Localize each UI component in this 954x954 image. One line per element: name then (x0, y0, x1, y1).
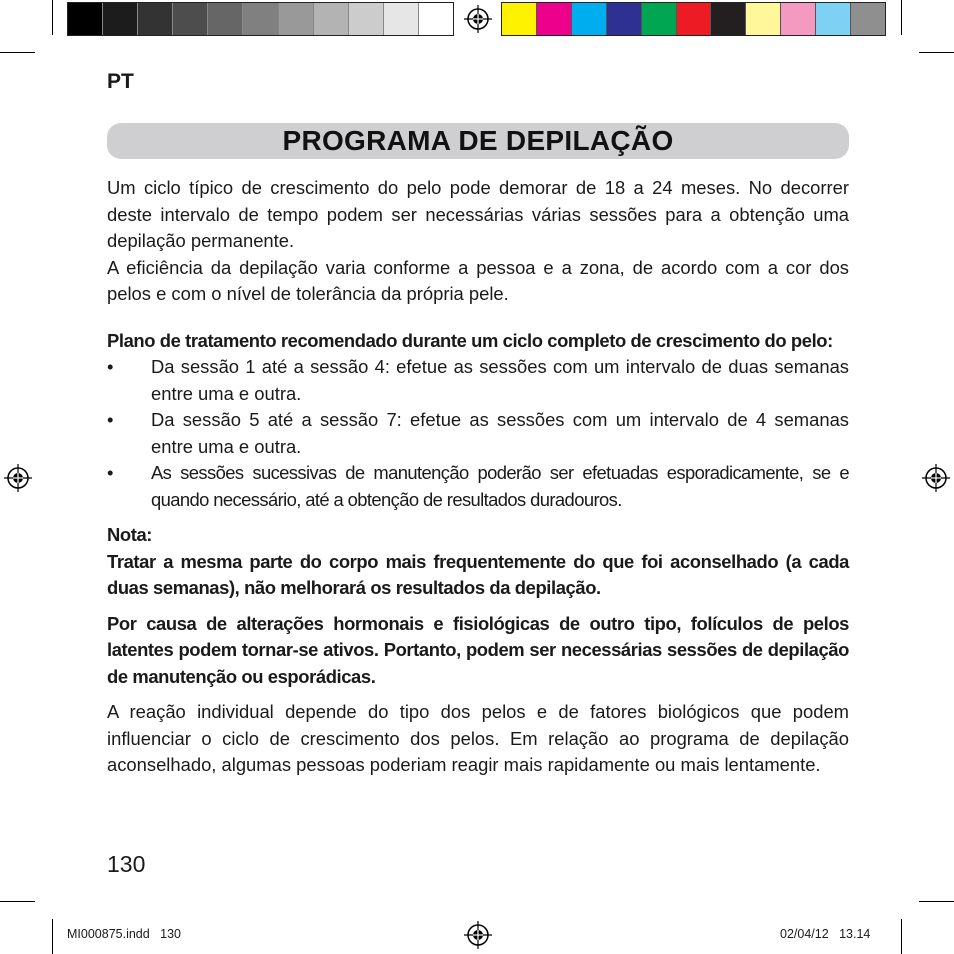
color-swatch (851, 3, 885, 35)
grayscale-calibration-bar (67, 2, 454, 36)
plan-list (107, 354, 849, 513)
list-item (107, 460, 849, 513)
color-swatch (816, 3, 851, 35)
intro-paragraph: Um ciclo típico de crescimento do pelo pode demorar de 18 a 24 meses. No decorrer deste intervalo de tempo podem ser necessárias várias sessões para a obtenção uma depilação permanente. (107, 177, 849, 251)
gray-swatch (68, 3, 103, 35)
gray-swatch (384, 3, 419, 35)
gray-swatch (279, 3, 314, 35)
color-calibration-bar (501, 2, 886, 36)
crop-mark (0, 52, 35, 53)
bullet-icon: • (107, 409, 114, 430)
color-swatch (711, 3, 746, 35)
color-swatch (502, 3, 537, 35)
gray-swatch (173, 3, 208, 35)
section-title-bar (107, 123, 849, 159)
hormonal-note: Por causa de alterações hormonais e fisiológicas de outro tipo, folículos de pelos latentes podem tornar-se ativos. Portanto, podem ser necessárias sessões de depilação de manutenção ou esporádicas. (107, 612, 849, 687)
registration-mark-icon (464, 5, 492, 33)
crop-mark (919, 52, 954, 53)
intro-paragraph: A eficiência da depilação varia conforme a pessoa e a zona, de acordo com a cor dos pelos e com o nível de tolerância da própria pele. (107, 256, 849, 304)
gray-swatch (243, 3, 278, 35)
page-title: PROGRAMA DE DEPILAÇÃO (282, 125, 674, 156)
color-swatch (781, 3, 816, 35)
crop-mark (901, 0, 902, 35)
bullet-icon: • (107, 462, 113, 483)
plan-heading: Plano de tratamento recomendado durante um ciclo completo de crescimento do pelo: (107, 329, 833, 351)
registration-mark-icon (464, 921, 492, 949)
language-code: PT (107, 70, 134, 93)
bullet-icon: • (107, 356, 114, 377)
gray-swatch (419, 3, 453, 35)
gray-swatch (103, 3, 138, 35)
note-text: Tratar a mesma parte do corpo mais frequentemente do que foi aconselhado (a cada duas semanas), não melhorará os resultados da depilação. (107, 550, 849, 598)
color-swatch (572, 3, 607, 35)
closing-paragraph: A reação individual depende do tipo dos pelos e de fatores biológicos que podem influenciar o ciclo de crescimento dos pelos. Em relação ao programa de depilação aconselhado, algumas pessoas poderiam reagir mais rapidamente ou mais lentamente. (107, 701, 849, 775)
list-item-text: As sessões sucessivas de manutenção poderão ser efetuadas esporadicamente, se e quando necessário, até a obtenção de resultados duradouros. (151, 462, 849, 510)
list-item-text: Da sessão 5 até a sessão 7: efetue as sessões com um intervalo de 4 semanas entre uma e outra. (151, 409, 849, 457)
color-swatch (607, 3, 642, 35)
color-swatch (537, 3, 572, 35)
gray-swatch (314, 3, 349, 35)
color-swatch (642, 3, 677, 35)
crop-mark (0, 901, 35, 902)
crop-mark (52, 919, 53, 954)
gray-swatch (208, 3, 243, 35)
main-content (107, 175, 849, 779)
crop-mark (919, 901, 954, 902)
note-label: Nota: (107, 524, 152, 545)
list-item (107, 407, 849, 460)
list-item-text: Da sessão 1 até a sessão 4: efetue as sessões com um intervalo de duas semanas entre uma e outra. (151, 356, 849, 404)
footer-datetime: 02/04/12 13.14 (780, 927, 871, 941)
registration-mark-icon (4, 464, 32, 492)
list-item (107, 354, 849, 407)
crop-mark (901, 919, 902, 954)
crop-mark (52, 0, 53, 35)
color-swatch (677, 3, 712, 35)
gray-swatch (138, 3, 173, 35)
page-number: 130 (107, 851, 146, 877)
registration-mark-icon (922, 464, 950, 492)
color-swatch (746, 3, 781, 35)
gray-swatch (349, 3, 384, 35)
footer-file-info: MI000875.indd 130 (67, 927, 181, 941)
